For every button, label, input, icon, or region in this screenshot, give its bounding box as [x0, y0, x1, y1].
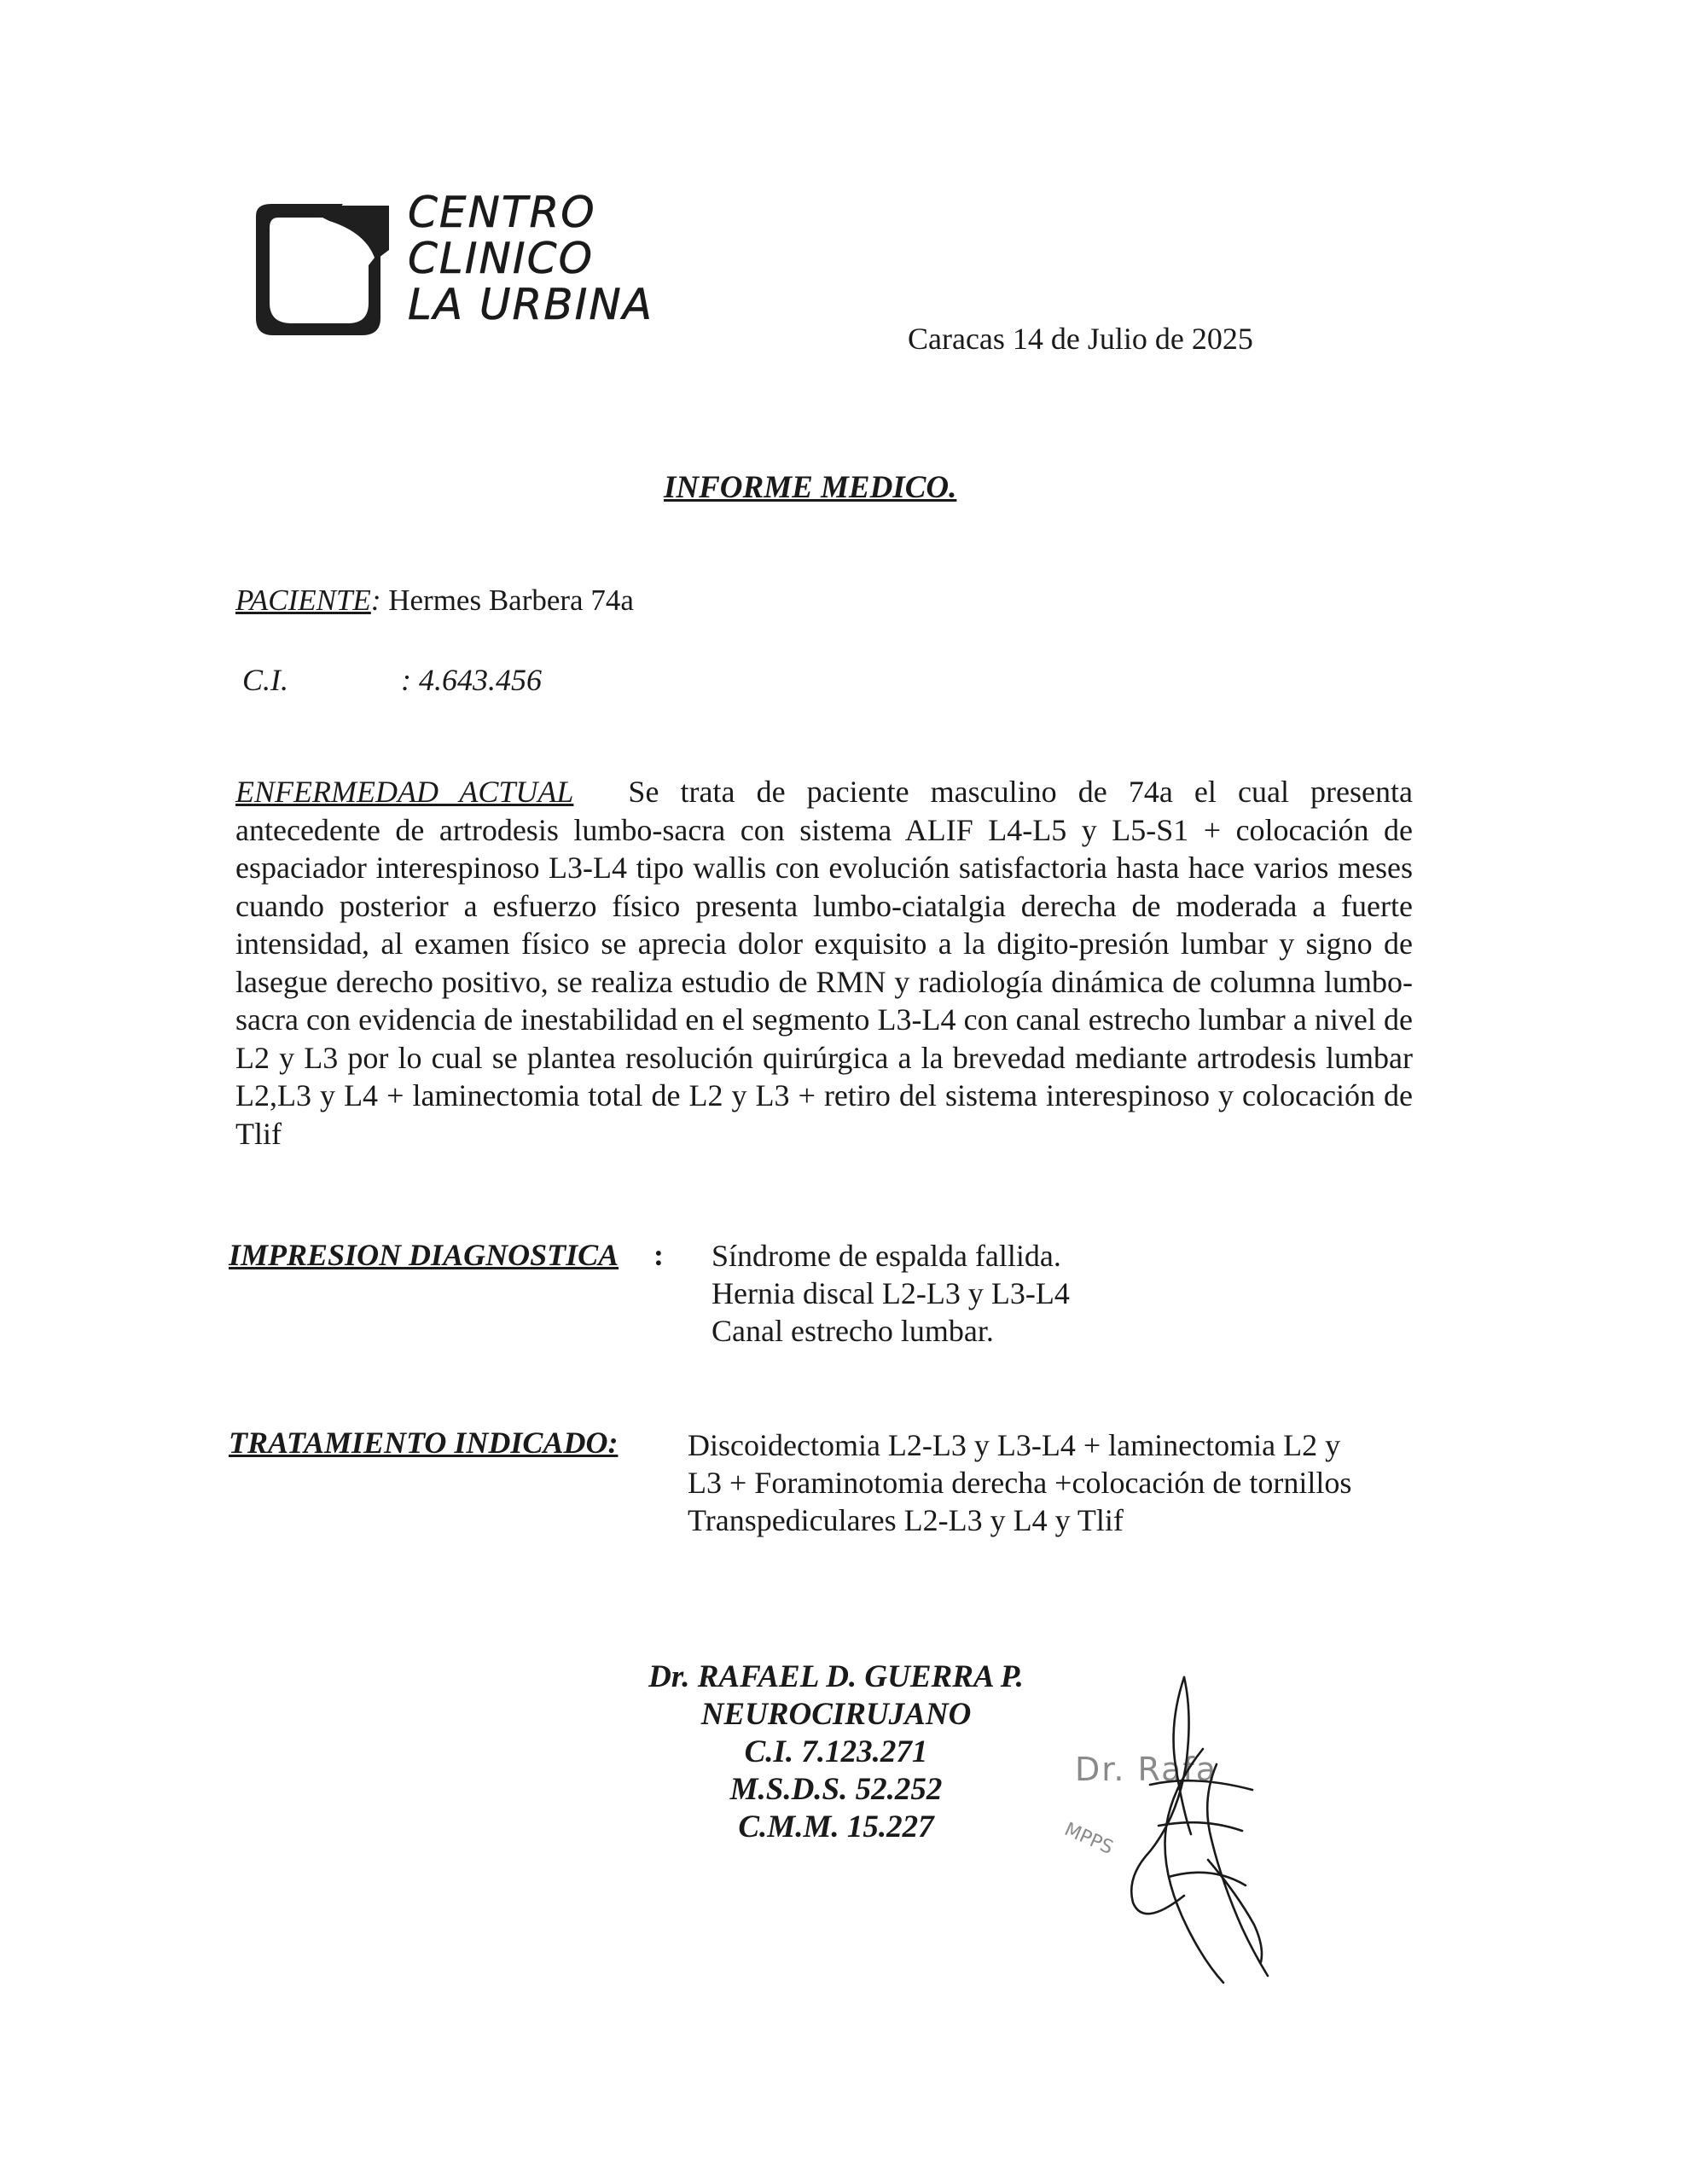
clinic-name-line-3: LA URBINA: [408, 280, 653, 329]
ci-value: : 4.643.456: [401, 663, 542, 697]
document-title: INFORME MEDICO.: [664, 470, 957, 505]
treatment-line: L3 + Foraminotomia derecha +colocación de tornillos: [688, 1466, 1352, 1500]
current-illness-section: [235, 773, 1413, 1153]
treatment-text: [688, 1426, 1351, 1539]
handwritten-signature-icon: [1041, 1672, 1365, 1996]
treatment-line: Discoidectomia L2-L3 y L3-L4 + laminectomia L2 y: [688, 1428, 1341, 1462]
doctor-stamp: [1041, 1672, 1365, 1996]
document-date: Caracas 14 de Julio de 2025: [908, 322, 1253, 356]
diagnosis-label: IMPRESION DIAGNOSTICA: [229, 1238, 619, 1272]
doctor-ci: C.I. 7.123.271: [744, 1734, 928, 1769]
clinic-logo-mark-icon: [247, 199, 392, 340]
doctor-name: Dr. RAFAEL D. GUERRA P.: [648, 1659, 1024, 1694]
patient-line: [235, 584, 634, 618]
current-illness-text: Se trata de paciente masculino de 74a el cual presenta antecedente de artrodesis lumbo-sacra con sistema ALIF L4-L5 y L5-S1 + colocación de espaciador interespinoso L3-L4 tipo wallis con evolución satisfactoria hasta hace varios meses cuando posterior a esfuerzo físico presenta lumbo-ciatalgia derecha de moderada a fuerte intensidad, al examen físico se aprecia dolor exquisito a la digito-presión lumbar y signo de lasegue derecho positivo, se realiza estudio de RMN y radiología dinámica de columna lumbo-sacra con evidencia de inestabilidad en el segmento L3-L4 con canal estrecho lumbar a nivel de L2 y L3 por lo cual se plantea resolución quirúrgica a la brevedad mediante artrodesis lumbar L2,L3 y L4 + laminectomia total de L2 y L3 + retiro del sistema interespinoso y colocación de Tlif: [235, 775, 1413, 1151]
doctor-specialty: NEUROCIRUJANO: [700, 1697, 972, 1732]
doctor-signature-block: [597, 1658, 1075, 1846]
doctor-msds: M.S.D.S. 52.252: [729, 1772, 943, 1807]
diagnosis-item: Canal estrecho lumbar.: [712, 1314, 994, 1348]
diagnosis-item: Hernia discal L2-L3 y L3-L4: [712, 1276, 1070, 1310]
diagnosis-colon: :: [653, 1238, 664, 1272]
patient-value: Hermes Barbera 74a: [388, 584, 634, 617]
treatment-label: TRATAMIENTO INDICADO:: [229, 1426, 619, 1460]
doctor-cmm: C.M.M. 15.227: [738, 1809, 934, 1844]
clinic-name: [408, 189, 653, 328]
treatment-line: Transpediculares L2-L3 y L4 y Tlif: [688, 1503, 1124, 1537]
ci-label: C.I.: [242, 663, 288, 697]
clinic-name-line-1: CENTRO: [408, 188, 596, 237]
stamp-registry: MPPS: [1060, 1819, 1117, 1860]
stamp-name: Dr. Rafa: [1075, 1751, 1218, 1788]
clinic-name-line-2: CLINICO: [408, 234, 594, 283]
patient-separator: :: [370, 584, 381, 617]
patient-label: PACIENTE: [235, 584, 371, 617]
current-illness-label: ENFERMEDAD ACTUAL: [235, 775, 574, 809]
clinic-logo: [247, 188, 708, 348]
diagnosis-list: [712, 1237, 1070, 1350]
diagnosis-item: Síndrome de espalda fallida.: [712, 1239, 1061, 1273]
